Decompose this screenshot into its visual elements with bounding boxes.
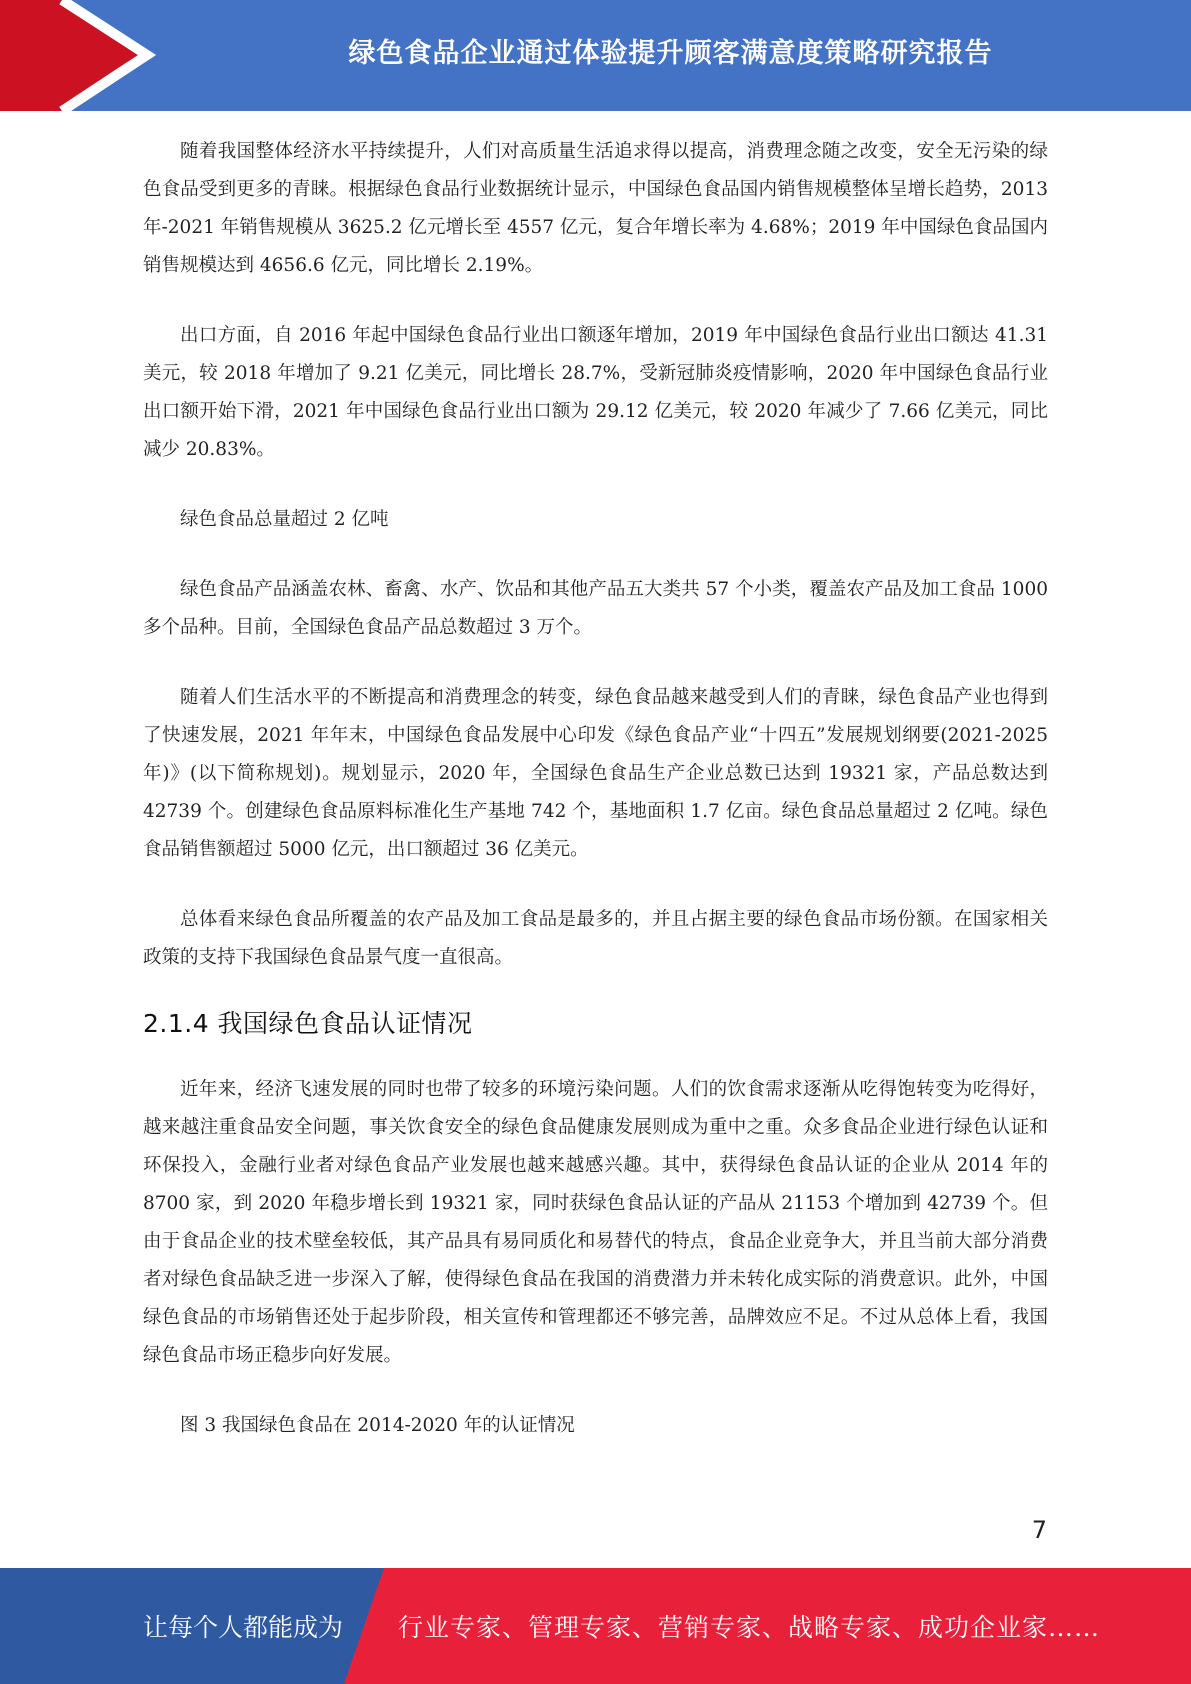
section-heading: 2.1.4 我国绿色食品认证情况 (143, 1009, 473, 1038)
page-number: 7 (1031, 1516, 1047, 1544)
figure-caption: 图 3 我国绿色食品在 2014-2020 年的认证情况 (180, 1415, 575, 1436)
paragraph-product-categories: 绿色食品产品涵盖农林、畜禽、水产、饮品和其他产品五大类共 57 个小类，覆盖农产品及加工食品 1000 多个品种。目前，全国绿色食品产品总数超过 3 万个。 (143, 579, 1048, 638)
page-header (0, 0, 1191, 111)
paragraph-domestic-sales: 随着我国整体经济水平持续提升，人们对高质量生活追求得以提高，消费理念随之改变，安全无污染的绿色食品受到更多的青睐。根据绿色食品行业数据统计显示，中国绿色食品国内销售规模整体呈增长趋势，2013 年-2021 年销售规模从 3625.2 亿元增长至 4557 亿元，复合年增长率为 4.68%；2019 年中国绿色食品国内销售规模达到 4656.6 亿元，同比增长 2.19%。 (143, 141, 1048, 276)
paragraph-exports: 出口方面，自 2016 年起中国绿色食品行业出口额逐年增加，2019 年中国绿色食品行业出口额达 41.31 美元，较 2018 年增加了 9.21 亿美元，同比增长 28.7%，受新冠肺炎疫情影响，2020 年中国绿色食品行业出口额开始下滑，2021 年中国绿色食品行业出口额为 29.12 亿美元，较 2020 年减少了 7.66 亿美元，同比减少 20.83%。 (143, 325, 1048, 460)
footer-slogan-left: 让每个人都能成为 (143, 1613, 344, 1642)
footer-slogan-right: 行业专家、管理专家、营销专家、战略专家、成功企业家…… (398, 1613, 1101, 1642)
paragraph-summary: 总体看来绿色食品所覆盖的农产品及加工食品是最多的，并且占据主要的绿色食品市场份额。在国家相关政策的支持下我国绿色食品景气度一直很高。 (143, 909, 1048, 968)
paragraph-total-volume-note: 绿色食品总量超过 2 亿吨 (180, 509, 389, 530)
paragraph-industry-plan: 随着人们生活水平的不断提高和消费理念的转变，绿色食品越来越受到人们的青睐，绿色食品产业也得到了快速发展，2021 年年末，中国绿色食品发展中心印发《绿色食品产业“十四五”发展规划纲要(2021-2025 年)》(以下简称规划)。规划显示，2020 年，全国绿色食品生产企业总数已达到 19321 家，产品总数达到 42739 个。创建绿色食品原料标准化生产基地 742 个，基地面积 1.7 亿亩。绿色食品总量超过 2 亿吨。绿色食品销售额超过 5000 亿元，出口额超过 36 亿美元。 (143, 687, 1048, 860)
paragraph-certification: 近年来，经济飞速发展的同时也带了较多的环境污染问题。人们的饮食需求逐渐从吃得饱转变为吃得好，越来越注重食品安全问题，事关饮食安全的绿色食品健康发展则成为重中之重。众多食品企业进行绿色认证和环保投入，金融行业者对绿色食品产业发展也越来越感兴趣。其中，获得绿色食品认证的企业从 2014 年的 8700 家，到 2020 年稳步增长到 19321 家，同时获绿色食品认证的产品从 21153 个增加到 42739 个。但由于食品企业的技术壁垒较低，其产品具有易同质化和易替代的特点，食品企业竞争大，并且当前大部分消费者对绿色食品缺乏进一步深入了解，使得绿色食品在我国的消费潜力并未转化成实际的消费意识。此外，中国绿色食品的市场销售还处于起步阶段，相关宣传和管理都还不够完善，品牌效应不足。不过从总体上看，我国绿色食品市场正稳步向好发展。 (143, 1079, 1048, 1366)
page-content (143, 133, 1048, 1445)
report-title: 绿色食品企业通过体验提升顾客满意度策略研究报告 (348, 37, 993, 69)
page-footer (0, 1568, 1191, 1684)
